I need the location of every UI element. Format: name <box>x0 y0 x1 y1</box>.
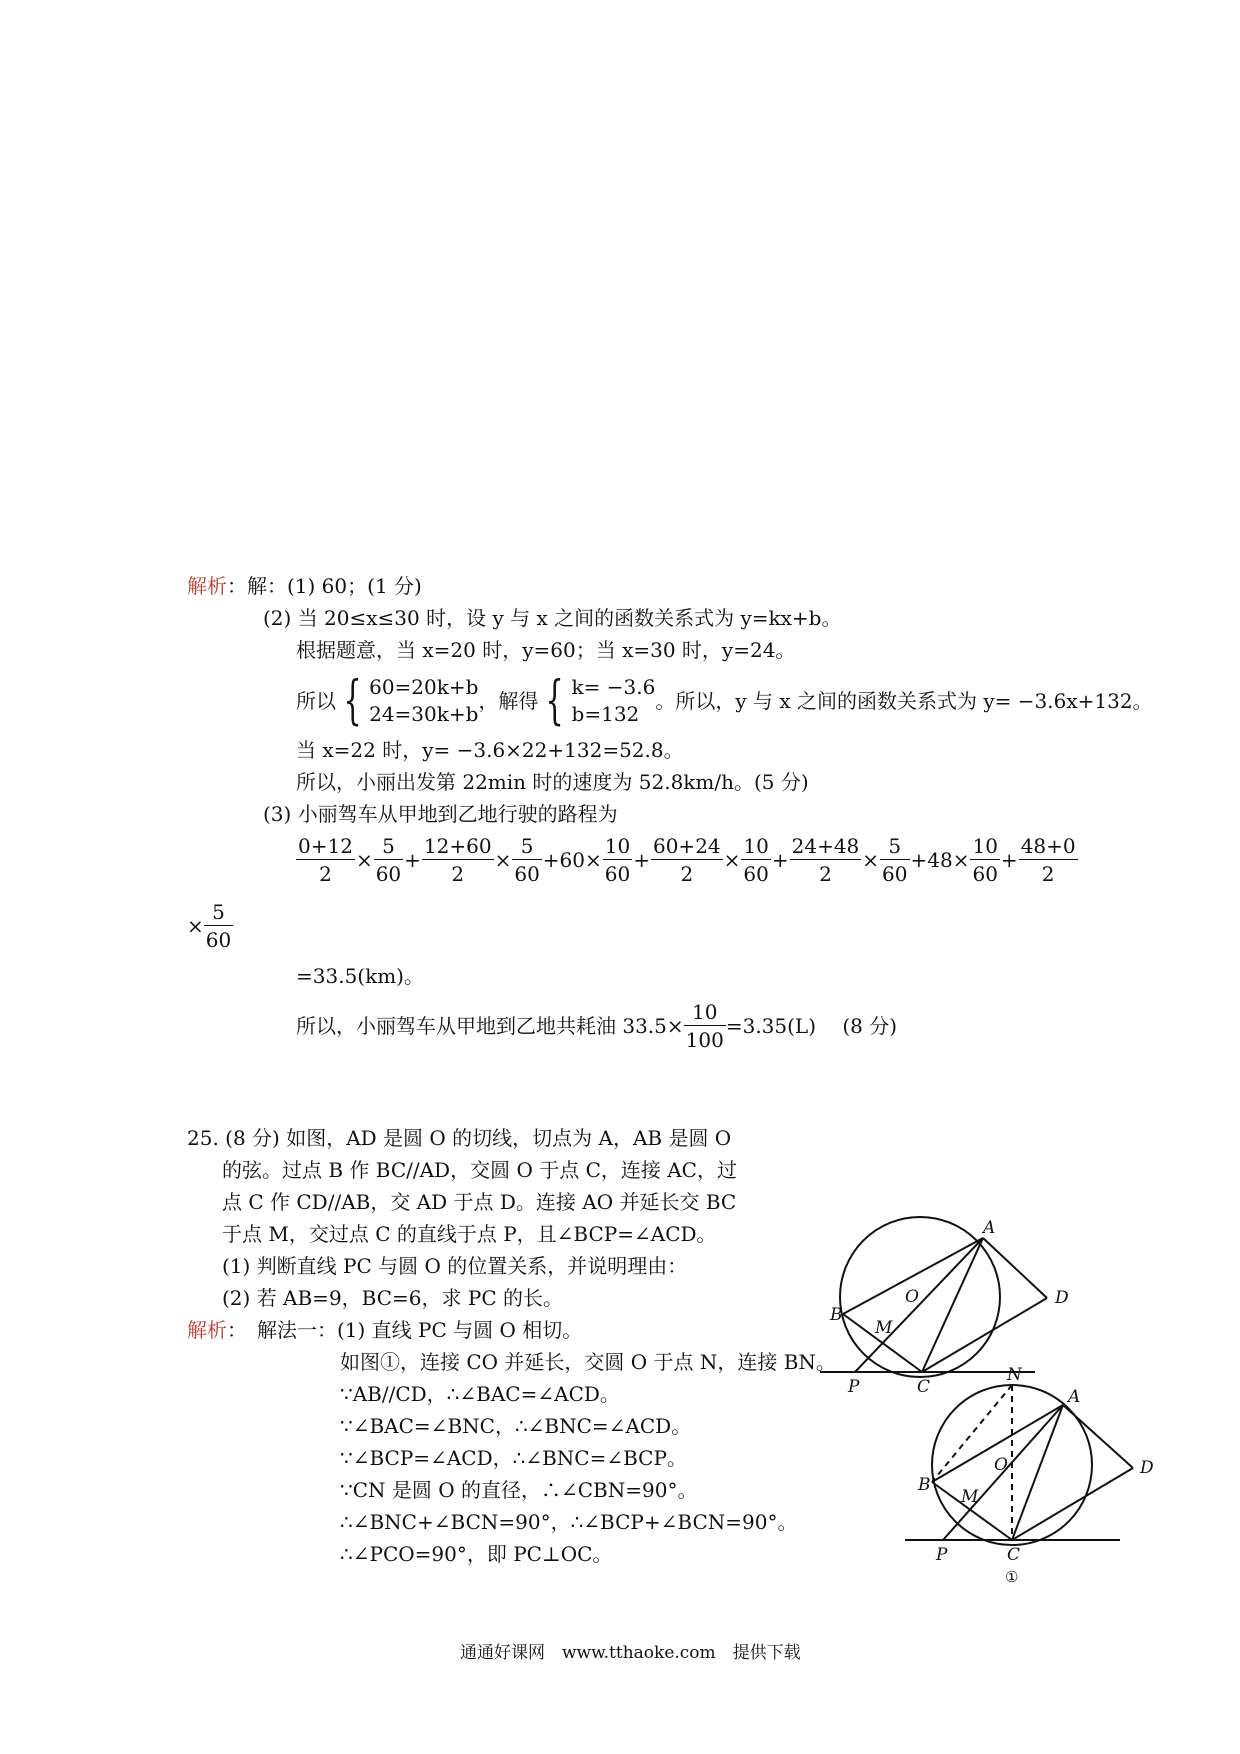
point-label-c: C <box>1007 1545 1021 1565</box>
fraction: $\frac{5}{60}$ <box>375 834 402 886</box>
expression-tail: × $\frac{5}{60}$ <box>187 900 232 952</box>
equation-system: 60=20k+b 24=30k+b <box>369 675 479 726</box>
fraction: $\frac{10}{60}$ <box>972 834 998 886</box>
operator: × <box>355 848 373 872</box>
solution-25-intro: 解析： 解法一：(1) 直线 PC 与圆 O 相切。 <box>187 1318 583 1342</box>
figure-1 <box>820 1217 1047 1377</box>
solution-25-line: ∵CN 是圆 O 的直径，∴∠CBN=90°。 <box>340 1478 698 1502</box>
solution-24-line: 所以，小丽出发第 22min 时的速度为 52.8km/h。(5 分) <box>296 770 809 794</box>
fraction: $\frac{0+12}{2}$ <box>298 834 353 886</box>
solution-label: 解析 <box>187 574 227 598</box>
fraction: $\frac{5}{60}$ <box>882 834 908 886</box>
point-label-m: M <box>875 1318 893 1338</box>
fraction: $\frac{5}{60}$ <box>514 834 540 886</box>
figure-2 <box>905 1385 1133 1545</box>
fraction: $\frac{24+48}{2}$ <box>791 834 860 886</box>
question-25-line: (2) 若 AB=9，BC=6，求 PC 的长。 <box>222 1286 563 1310</box>
point-label-o: O <box>994 1455 1008 1475</box>
page-footer: 通通好课网 www.tthaoke.com 提供下载 <box>460 1643 801 1663</box>
point-label-b: B <box>830 1305 843 1325</box>
figure-1-labels <box>829 1218 1069 1397</box>
equation-system-line: 所以 { 60=20k+b 24=30k+b ，解得 { k= −3.6 b=132 。所以，y 与 x 之间的函数关系式为 y= −3.6x+132。 <box>296 671 1153 731</box>
solution-24-line: (2) 当 20≤x≤30 时，设 y 与 x 之间的函数关系式为 y=kx+b。 <box>263 606 842 630</box>
solution-25-line: 如图①，连接 CO 并延长，交圆 O 于点 N，连接 BN。 <box>340 1350 836 1374</box>
operator: + <box>1000 848 1018 872</box>
point-label-p: P <box>936 1545 948 1565</box>
point-label-o: O <box>905 1287 919 1307</box>
point-label-d: D <box>1140 1458 1154 1478</box>
line-ac <box>922 1238 983 1372</box>
line-ad <box>1063 1405 1133 1468</box>
solution-24-line: (3) 小丽驾车从甲地到乙地行驶的路程为 <box>263 802 618 826</box>
line-cd <box>922 1298 1047 1372</box>
left-brace: { <box>343 671 362 731</box>
operator: × <box>723 848 741 872</box>
question-25-line: (1) 判断直线 PC 与圆 O 的位置关系，并说明理由： <box>222 1254 688 1278</box>
solution-label: 解析 <box>187 1318 227 1342</box>
operator: + <box>633 848 650 872</box>
point-label-c: C <box>917 1377 931 1397</box>
question-25-line: 的弦。过点 B 作 BC//AD，交圆 O 于点 C，连接 AC，过 <box>222 1158 737 1182</box>
fuel-line: 所以，小丽驾车从甲地到乙地共耗油 33.5× $\frac{10}{100}$ =3.35(L) (8 分) <box>296 1000 898 1052</box>
fraction: $\frac{10}{60}$ <box>743 834 769 886</box>
point-label-m: M <box>961 1487 979 1507</box>
operator: × <box>494 848 512 872</box>
figure-caption: ① <box>1005 1568 1019 1586</box>
left-brace: { <box>545 671 565 731</box>
solution-25-line: ∴∠BNC+∠BCN=90°，∴∠BCP+∠BCN=90°。 <box>340 1510 798 1534</box>
solution-24-line: 根据题意，当 x=20 时，y=60；当 x=30 时，y=24。 <box>296 638 796 662</box>
question-25-line: 点 C 作 CD//AB，交 AD 于点 D。连接 AO 并延长交 BC <box>222 1190 737 1214</box>
fraction: $\frac{60+24}{2}$ <box>652 834 721 886</box>
solution-25-line: ∵∠BCP=∠ACD，∴∠BNC=∠BCP。 <box>340 1446 687 1470</box>
fraction: $\frac{12+60}{2}$ <box>423 834 492 886</box>
solution-25-line: ∴∠PCO=90°，即 PC⊥OC。 <box>340 1542 613 1566</box>
point-label-a: A <box>983 1218 996 1238</box>
operator: +48× <box>910 848 970 872</box>
line-cd <box>1012 1468 1133 1540</box>
operator: + <box>404 848 421 872</box>
question-25-line: 25. (8 分) 如图，AD 是圆 O 的切线，切点为 A，AB 是圆 O <box>187 1126 732 1150</box>
point-label-a: A <box>1068 1387 1081 1407</box>
line-ad <box>983 1238 1047 1298</box>
line-ac <box>1012 1405 1063 1540</box>
solution-25-line: ∵∠BAC=∠BNC，∴∠BNC=∠ACD。 <box>340 1414 692 1438</box>
point-label-p: P <box>848 1377 860 1397</box>
question-25-line: 于点 M，交过点 C 的直线于点 P，且∠BCP=∠ACD。 <box>222 1222 717 1246</box>
operator: × <box>862 848 880 872</box>
line-ap <box>855 1238 983 1372</box>
solution-24-intro: 解析：解：(1) 60；(1 分) <box>187 574 422 598</box>
operator: +60× <box>542 848 602 872</box>
point-label-d: D <box>1055 1288 1069 1308</box>
fraction: $\frac{10}{60}$ <box>604 834 631 886</box>
solution-system: k= −3.6 b=132 <box>571 675 656 726</box>
point-label-b: B <box>918 1475 931 1495</box>
fraction: $\frac{48+0}{2}$ <box>1020 834 1076 886</box>
distance-result: =33.5(km)。 <box>296 964 424 988</box>
operator: + <box>771 848 789 872</box>
solution-24-line: 当 x=22 时，y= −3.6×22+132=52.8。 <box>296 738 684 762</box>
fraction: $\frac{5}{60}$ <box>205 900 232 952</box>
point-label-n: N <box>1007 1365 1022 1385</box>
solution-25-line: ∵AB//CD，∴∠BAC=∠ACD。 <box>340 1382 620 1406</box>
fraction: $\frac{10}{100}$ <box>685 1000 724 1052</box>
